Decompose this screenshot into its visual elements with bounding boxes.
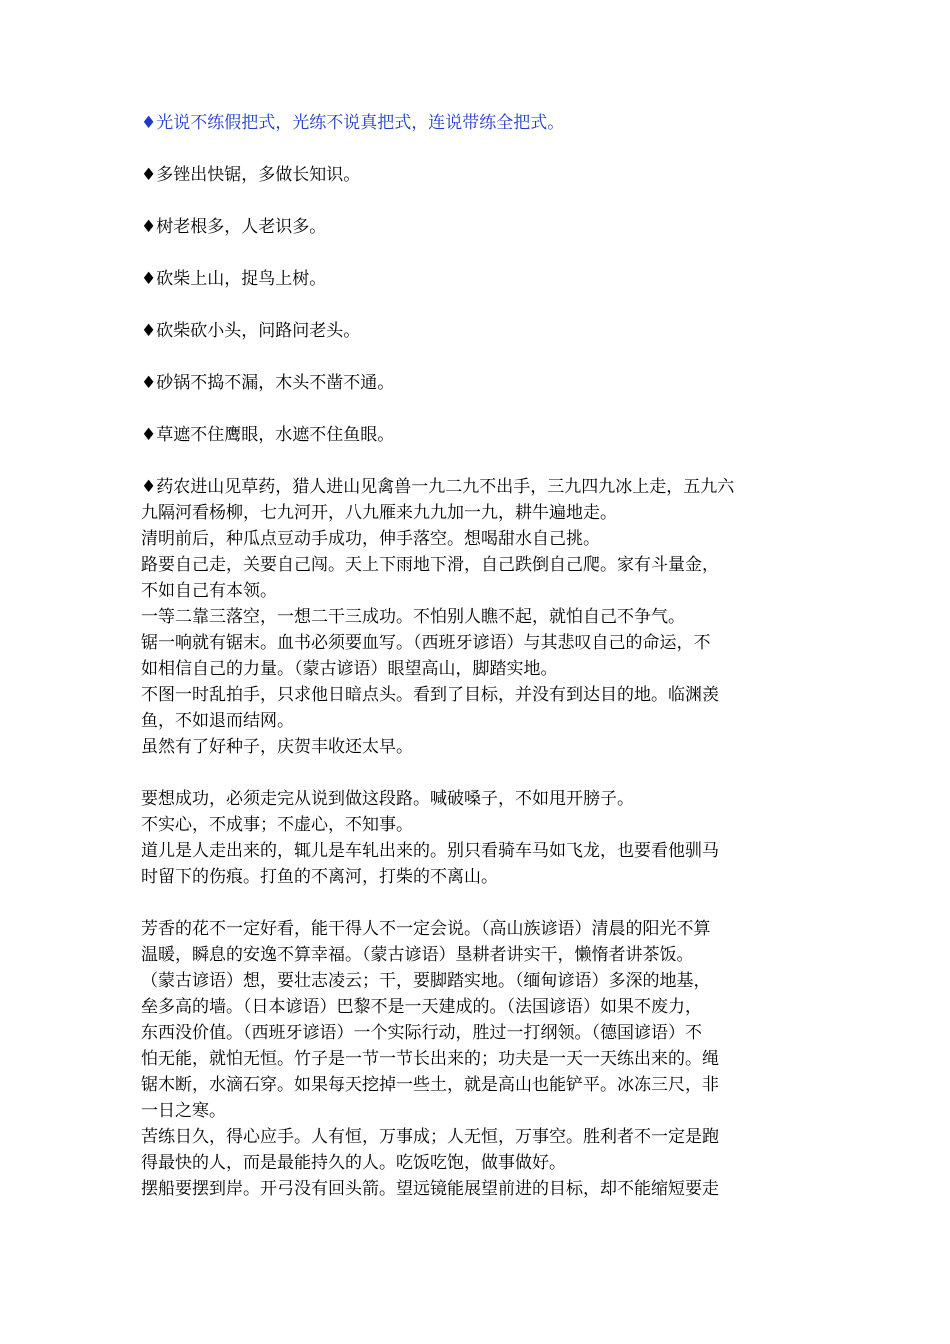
blank-line (141, 396, 801, 422)
blank-line (141, 292, 801, 318)
proverb-line: ♦砍柴砍小头，问路问老头。 (141, 321, 361, 341)
proverb-line: ♦光说不练假把式，光练不说真把式，连说带练全把式。 (141, 113, 565, 133)
blank-line (141, 448, 801, 474)
paragraph-line: 一等二靠三落空，一想二干三成功。不怕别人瞧不起，就怕自己不争气。 (141, 607, 685, 627)
blank-line (141, 344, 801, 370)
document-body (141, 110, 801, 1202)
paragraph-line: 锯一响就有锯末。血书必须要血写。（西班牙谚语）与其悲叹自己的命运，不 (141, 633, 711, 653)
proverb-line: ♦多锉出快锯，多做长知识。 (141, 165, 361, 185)
paragraph-line: 时留下的伤痕。打鱼的不离河，打柴的不离山。 (141, 867, 498, 887)
blank-line (141, 188, 801, 214)
paragraph-line: 一日之寒。 (141, 1101, 226, 1121)
paragraph-line: 不如自己有本领。 (141, 581, 277, 601)
paragraph-line: 虽然有了好种子，庆贺丰收还太早。 (141, 737, 413, 757)
blank-line (141, 136, 801, 162)
paragraph-line: 道儿是人走出来的，辄儿是车轧出来的。别只看骑车马如飞龙，也要看他驯马 (141, 841, 719, 861)
paragraph-line: ♦药农进山见草药，猎人进山见禽兽一九二九不出手，三九四九冰上走，五九六 (141, 477, 735, 497)
blank-line (141, 240, 801, 266)
paragraph-line: 锯木断，水滴石穿。如果每天挖掉一些土，就是高山也能铲平。冰冻三尺，非 (141, 1075, 719, 1095)
paragraph-line: 清明前后，种瓜点豆动手成功，伸手落空。想喝甜水自己挑。 (141, 529, 600, 549)
proverb-line: ♦砍柴上山，捉鸟上树。 (141, 269, 327, 289)
paragraph-line: 九隔河看杨柳，七九河开，八九雁来九九加一九，耕牛遍地走。 (141, 503, 617, 523)
paragraph-line: 得最快的人，而是最能持久的人。吃饭吃饱，做事做好。 (141, 1153, 566, 1173)
proverb-line: ♦砂锅不捣不漏，木头不凿不通。 (141, 373, 395, 393)
paragraph-line: 垒多高的墙。（日本谚语）巴黎不是一天建成的。（法国谚语）如果不废力， (141, 997, 702, 1017)
blank-line (141, 890, 801, 916)
paragraph-line: 东西没价值。（西班牙谚语）一个实际行动，胜过一打纲领。（德国谚语）不 (141, 1023, 702, 1043)
paragraph-line: 路要自己走，关要自己闯。天上下雨地下滑，自己跌倒自己爬。家有斗量金， (141, 555, 719, 575)
paragraph-line: 苦练日久，得心应手。人有恒，万事成；人无恒，万事空。胜利者不一定是跑 (141, 1127, 719, 1147)
paragraph-line: 如相信自己的力量。（蒙古谚语）眼望高山，脚踏实地。 (141, 659, 558, 679)
proverb-line: ♦树老根多，人老识多。 (141, 217, 327, 237)
paragraph-line: 芳香的花不一定好看，能干得人不一定会说。（高山族谚语）清晨的阳光不算 (141, 919, 711, 939)
paragraph-line: 不实心，不成事；不虚心，不知事。 (141, 815, 413, 835)
paragraph-line: 要想成功，必须走完从说到做这段路。喊破嗓子，不如甩开膀子。 (141, 789, 634, 809)
paragraph-line: 不图一时乱拍手，只求他日暗点头。看到了目标，并没有到达目的地。临渊羡 (141, 685, 719, 705)
paragraph-line: 温暖，瞬息的安逸不算幸福。（蒙古谚语）垦耕者讲实干，懒惰者讲茶饭。 (141, 945, 694, 965)
proverb-line: ♦草遮不住鹰眼，水遮不住鱼眼。 (141, 425, 395, 445)
paragraph-line: 鱼，不如退而结网。 (141, 711, 294, 731)
paragraph-line: 摆船要摆到岸。开弓没有回头箭。望远镜能展望前进的目标，却不能缩短要走 (141, 1179, 719, 1199)
paragraph-line: （蒙古谚语）想，要壮志凌云；干，要脚踏实地。（缅甸谚语）多深的地基， (141, 971, 711, 991)
blank-line (141, 760, 801, 786)
paragraph-line: 怕无能，就怕无恒。竹子是一节一节长出来的；功夫是一天一天练出来的。绳 (141, 1049, 719, 1069)
